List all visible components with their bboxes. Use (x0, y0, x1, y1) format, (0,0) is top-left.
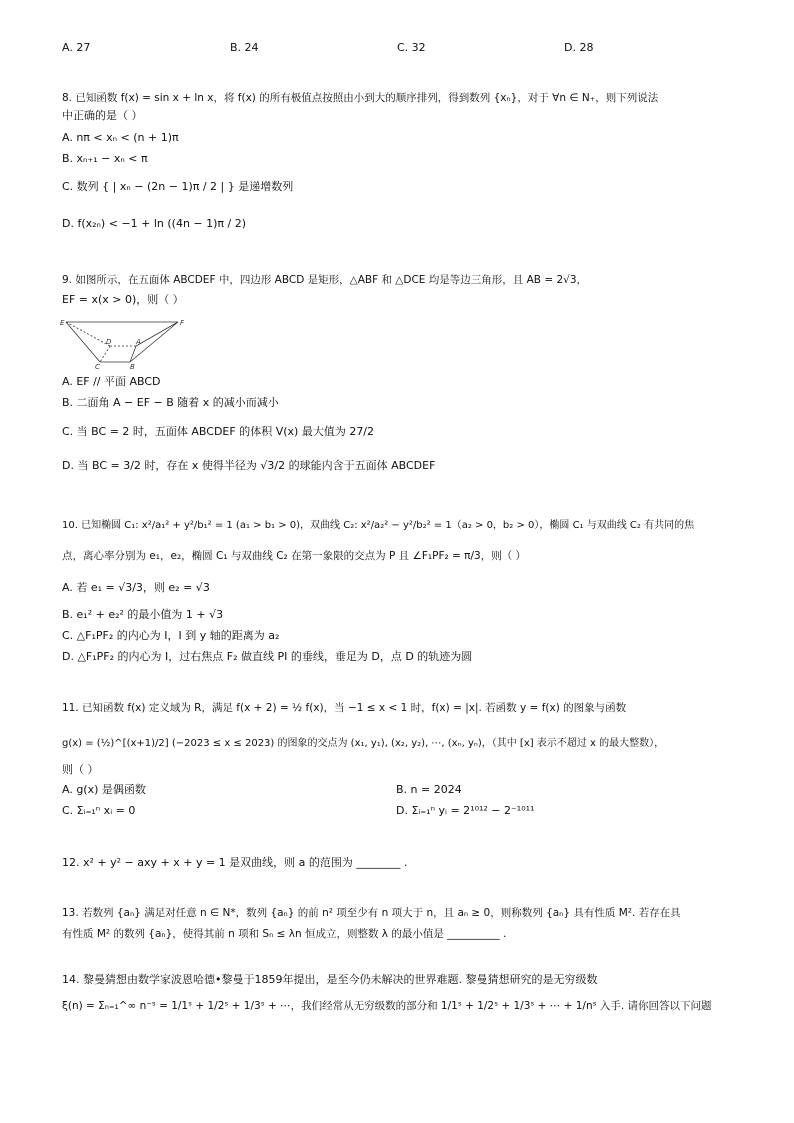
q12-stem: 12. x² + y² − axy + x + y = 1 是双曲线，则 a 的范围为 ________ . (62, 856, 408, 869)
q11-option-d: D. Σᵢ₌₁ⁿ yᵢ = 2¹⁰¹² − 2⁻¹⁰¹¹ (396, 804, 535, 817)
fig-label-a: A (136, 338, 141, 346)
q13-stem-line2: 有性质 M² 的数列 {aₙ}，使得其前 n 项和 Sₙ ≤ λn 恒成立，则整数 λ 的最小值是 __________ . (62, 928, 507, 940)
q9-option-a: A. EF // 平面 ABCD (62, 375, 161, 388)
q13-stem-line1: 13. 若数列 {aₙ} 满足对任意 n ∈ N*，数列 {aₙ} 的前 n² 项至少有 n 项大于 n，且 aₙ ≥ 0，则称数列 {aₙ} 具有性质 M². 若存在具 (62, 907, 681, 919)
q11-option-b: B. n = 2024 (396, 783, 462, 796)
q11-stem-line1: 11. 已知函数 f(x) 定义域为 R，满足 f(x + 2) = ½ f(x)，当 −1 ≤ x < 1 时，f(x) = |x|. 若函数 y = f(x) 的图象与函数 (62, 702, 627, 714)
q9-pentahedron-figure (60, 312, 190, 370)
q9-option-d: D. 当 BC = 3/2 时，存在 x 使得半径为 √3/2 的球能内含于五面体 ABCDEF (62, 459, 436, 472)
q7-options (62, 40, 762, 56)
fig-label-e: E (60, 319, 65, 327)
q10-option-b: B. e₁² + e₂² 的最小值为 1 + √3 (62, 608, 224, 621)
q9-option-b: B. 二面角 A − EF − B 随着 x 的减小而减小 (62, 396, 279, 409)
q9-stem-line1: 9. 如图所示，在五面体 ABCDEF 中，四边形 ABCD 是矩形，△ABF 和 △DCE 均是等边三角形，且 AB = 2√3， (62, 274, 588, 286)
q14-stem-line2: ξ(n) = Σₙ₌₁^∞ n⁻ˢ = 1/1ˢ + 1/2ˢ + 1/3ˢ + ⋯，我们经常从无穷级数的部分和 1/1ˢ + 1/2ˢ + 1/3ˢ + ⋯ + 1/nˢ 入手. 请你回答以下问题 (62, 1000, 712, 1012)
q11-stem-line2: g(x) = (½)^[(x+1)/2] (−2023 ≤ x ≤ 2023) 的图象的交点为 (x₁, y₁), (x₂, y₂), ⋯, (xₙ, yₙ)，（其中 [x] 表示不超过 x 的最大整数）， (62, 738, 665, 749)
fig-label-d: D (106, 338, 112, 346)
q11-option-c: C. Σᵢ₌₁ⁿ xᵢ = 0 (62, 804, 136, 817)
q8-option-d: D. f(x₂ₙ) < −1 + ln ((4n − 1)π / 2) (62, 217, 247, 230)
q9-option-c: C. 当 BC = 2 时，五面体 ABCDEF 的体积 V(x) 最大值为 27/2 (62, 425, 375, 438)
fig-label-f: F (180, 319, 185, 327)
q10-option-a: A. 若 e₁ = √3/3，则 e₂ = √3 (62, 581, 210, 594)
fig-label-c: C (95, 363, 100, 370)
q8-stem-line1: 8. 已知函数 f(x) = sin x + ln x，将 f(x) 的所有极值点按照由小到大的顺序排列，得到数列 {xₙ}，对于 ∀n ∈ N₊，则下列说法 (62, 92, 659, 104)
q7-option-c: C. 32 (397, 41, 426, 54)
q8-option-a: A. nπ < xₙ < (n + 1)π (62, 131, 179, 144)
q9-stem-line2: EF = x(x > 0)，则（ ） (62, 293, 184, 306)
q11-option-a: A. g(x) 是偶函数 (62, 783, 146, 796)
q8-stem-line2: 中正确的是（ ） (62, 109, 143, 122)
fig-label-b: B (130, 363, 135, 370)
q10-stem-line1: 10. 已知椭圆 C₁: x²/a₁² + y²/b₁² = 1 (a₁ > b₁ > 0)，双曲线 C₂: x²/a₂² − y²/b₂² = 1（a₂ > 0，b₂ > 0），椭圆 C₁ 与双曲线 C₂ 有共同的焦 (62, 520, 695, 531)
q8-option-b: B. xₙ₊₁ − xₙ < π (62, 152, 148, 165)
q10-stem-line2: 点，离心率分别为 e₁，e₂，椭圆 C₁ 与双曲线 C₂ 在第一象限的交点为 P 且 ∠F₁PF₂ = π/3，则（ ） (62, 550, 527, 562)
q10-option-c: C. △F₁PF₂ 的内心为 I，I 到 y 轴的距离为 a₂ (62, 629, 280, 642)
q7-option-a: A. 27 (62, 41, 91, 54)
q7-option-d: D. 28 (564, 41, 594, 54)
q14-stem-line1: 14. 黎曼猜想由数学家波恩哈德•黎曼于1859年提出，是至今仍未解决的世界难题. 黎曼猜想研究的是无穷级数 (62, 973, 598, 986)
q8-option-c: C. 数列 { | xₙ − (2n − 1)π / 2 | } 是递增数列 (62, 180, 294, 193)
q7-option-b: B. 24 (230, 41, 259, 54)
q10-option-d: D. △F₁PF₂ 的内心为 I，过右焦点 F₂ 做直线 PI 的垂线，垂足为 D，点 D 的轨迹为圆 (62, 650, 473, 663)
q11-stem-line3: 则（ ） (62, 763, 99, 776)
